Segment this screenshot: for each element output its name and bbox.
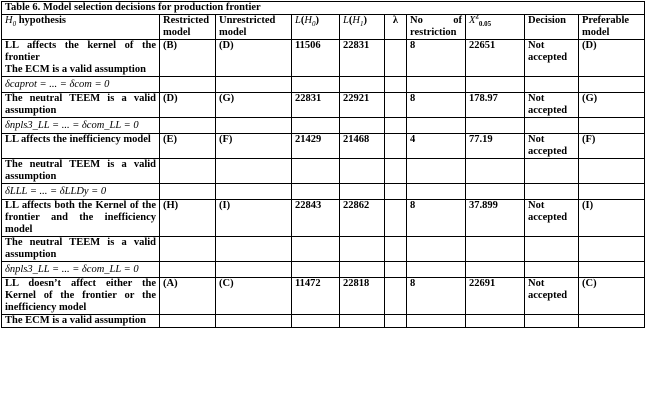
table-row (2, 93, 645, 118)
formula-cell: δnpls3_LL = ... = δcom_LL = 0 (2, 118, 160, 134)
preferable-cell: (C) (579, 278, 645, 315)
unrestricted-cell: (F) (216, 134, 292, 159)
restricted-cell: (E) (160, 134, 216, 159)
header-no-restriction: No of restriction (407, 15, 466, 40)
decision-cell: Not accepted (525, 134, 579, 159)
lh0-cell: 22831 (292, 93, 340, 118)
hypothesis-cell: LL doesn’t affect either the Kernel of the frontier or the inefficiency model (2, 278, 160, 315)
decision-cell: Not accepted (525, 278, 579, 315)
restricted-cell: (H) (160, 200, 216, 237)
table-row (2, 134, 645, 159)
table-title-row (2, 2, 645, 15)
unrestricted-cell: (D) (216, 40, 292, 77)
formula-cell: δcaprot = ... = δcom = 0 (2, 77, 160, 93)
header-unrestricted: Unrestricted model (216, 15, 292, 40)
assumption-row (2, 237, 645, 262)
header-hypothesis: $H_0$ hypothesis (2, 15, 160, 40)
formula-row (2, 262, 645, 278)
lh1-cell: 22921 (340, 93, 385, 118)
decision-cell: Not accepted (525, 40, 579, 77)
lh0-cell: 11506 (292, 40, 340, 77)
unrestricted-cell: (C) (216, 278, 292, 315)
lh0-cell: 21429 (292, 134, 340, 159)
assumption-cell: The neutral TEEM is a valid assumption (2, 159, 160, 184)
table-row (2, 40, 645, 77)
header-restricted: Restricted model (160, 15, 216, 40)
decision-cell: Not accepted (525, 200, 579, 237)
restricted-cell: (A) (160, 278, 216, 315)
assumption-row (2, 159, 645, 184)
lh1-cell: 22862 (340, 200, 385, 237)
header-lambda: λ (385, 15, 407, 40)
formula-cell: δLLL = ... = δLLDy = 0 (2, 184, 160, 200)
lambda-cell (385, 93, 407, 118)
formula-row (2, 118, 645, 134)
header-lh1: $L(H_1)$ (340, 15, 385, 40)
table-row (2, 200, 645, 237)
formula-row (2, 184, 645, 200)
chi-cell: 178.97 (466, 93, 525, 118)
lambda-cell (385, 278, 407, 315)
preferable-cell: (D) (579, 40, 645, 77)
no-restriction-cell: 8 (407, 278, 466, 315)
lh1-cell: 21468 (340, 134, 385, 159)
preferable-cell: (F) (579, 134, 645, 159)
lh0-cell: 11472 (292, 278, 340, 315)
hypothesis-cell: The neutral TEEM is a valid assumption (2, 93, 160, 118)
chi-cell: 37.899 (466, 200, 525, 237)
model-selection-table (1, 1, 645, 328)
chi-cell: 22691 (466, 278, 525, 315)
table-container (1, 1, 645, 328)
table-row (2, 278, 645, 315)
lambda-cell (385, 134, 407, 159)
unrestricted-cell: (G) (216, 93, 292, 118)
header-chi-square: $X^2_{0.05}$ (466, 15, 525, 40)
chi-cell: 77.19 (466, 134, 525, 159)
preferable-cell: (G) (579, 93, 645, 118)
assumption-cell: The neutral TEEM is a valid assumption (2, 237, 160, 262)
restricted-cell: (B) (160, 40, 216, 77)
formula-row (2, 77, 645, 93)
lambda-cell (385, 40, 407, 77)
assumption-row (2, 315, 645, 328)
hypothesis-cell: LL affects the inefficiency model (2, 134, 160, 159)
no-restriction-cell: 8 (407, 93, 466, 118)
no-restriction-cell: 4 (407, 134, 466, 159)
lh0-cell: 22843 (292, 200, 340, 237)
header-preferable: Preferable model (579, 15, 645, 40)
no-restriction-cell: 8 (407, 200, 466, 237)
hypothesis-cell: LL affects the kernel of the frontier The ECM is a valid assumption (2, 40, 160, 77)
hypothesis-cell: LL affects both the Kernel of the frontier and the inefficiency model (2, 200, 160, 237)
lambda-cell (385, 200, 407, 237)
header-lh0: $L(H_0)$ (292, 15, 340, 40)
header-decision: Decision (525, 15, 579, 40)
assumption-cell: The ECM is a valid assumption (2, 315, 160, 328)
table-title: Table 6. Model selection decisions for production frontier (2, 2, 645, 15)
lh1-cell: 22831 (340, 40, 385, 77)
unrestricted-cell: (I) (216, 200, 292, 237)
restricted-cell: (D) (160, 93, 216, 118)
chi-cell: 22651 (466, 40, 525, 77)
no-restriction-cell: 8 (407, 40, 466, 77)
formula-cell: δnpls3_LL = ... = δcom_LL = 0 (2, 262, 160, 278)
header-row (2, 15, 645, 40)
lh1-cell: 22818 (340, 278, 385, 315)
preferable-cell: (I) (579, 200, 645, 237)
decision-cell: Not accepted (525, 93, 579, 118)
